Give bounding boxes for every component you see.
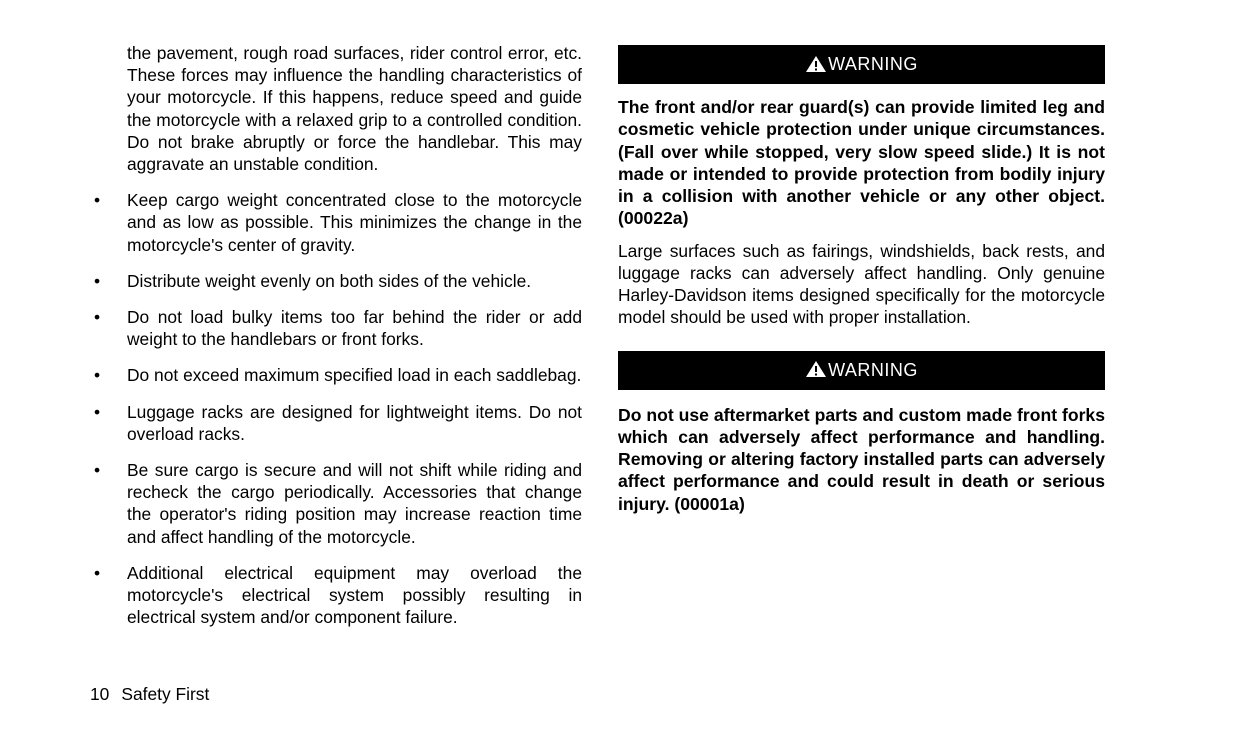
warning-label: WARNING [828,54,918,74]
warning-triangle-icon [805,55,827,73]
bullet-text: Be sure cargo is secure and will not shift while riding and recheck the cargo periodically. Accessories that change the operator's riding position may increase reaction time and affect handling of the motorcycle. [127,460,582,547]
bullet-icon: • [93,190,101,211]
bullet-icon: • [93,401,101,422]
body-paragraph: Large surfaces such as fairings, windshields, back rests, and luggage racks can adversely affect handling. Only genuine Harley-Davidson items designed specifically for the motorcycle model should be used with proper installation. [618,240,1105,328]
bullet-list [93,189,582,628]
right-column [618,45,1105,515]
warning-banner [618,351,1105,390]
bullet-text: Keep cargo weight concentrated close to the motorcycle and as low as possible. This minimizes the change in the motorcycle's center of gravity. [127,190,582,255]
list-item [93,364,582,386]
bullet-text: Luggage racks are designed for lightweight items. Do not overload racks. [127,401,582,444]
list-item [93,401,582,445]
bullet-icon: • [93,460,101,481]
warning-text: Do not use aftermarket parts and custom made front forks which can adversely affect performance and handling. Removing or altering factory installed parts can adversely affect performance and could result in death or serious injury. (00001a) [618,404,1105,514]
list-item [93,189,582,256]
intro-paragraph: the pavement, rough road surfaces, rider control error, etc. These forces may influence the handling characteristics of your motorcycle. If this happens, reduce speed and guide the motorcycle with a relaxed grip to a controlled condition. Do not brake abruptly or force the handlebar. This may aggravate an unstable condition. [127,43,582,175]
bullet-icon: • [93,365,101,386]
list-item [93,270,582,292]
warning-label: WARNING [828,359,918,380]
bullet-icon: • [93,562,101,583]
page-footer [90,683,209,705]
list-item [93,459,582,548]
bullet-text: Do not exceed maximum specified load in each saddlebag. [127,365,582,386]
bullet-icon: • [93,307,101,328]
bullet-text: Do not load bulky items too far behind the rider or add weight to the handlebars or front forks. [127,307,582,350]
bullet-text: Additional electrical equipment may overload the motorcycle's electrical system possibly resulting in electrical system and/or component failure. [127,562,582,628]
list-item [93,306,582,350]
bullet-icon: • [93,270,101,291]
warning-text: The front and/or rear guard(s) can provide limited leg and cosmetic vehicle protection under unique circumstances. (Fall over while stopped, very slow speed slide.) It is not made or intended to provide protection from bodily injury in a collision with another vehicle or any other object. (00022a) [618,97,1105,229]
warning-triangle-icon [805,360,827,378]
page-number: 10 [90,684,110,704]
section-title: Safety First [121,684,210,704]
bullet-text: Distribute weight evenly on both sides of the vehicle. [127,270,532,291]
warning-banner [618,45,1105,84]
list-item [93,562,582,629]
left-column [93,42,582,628]
